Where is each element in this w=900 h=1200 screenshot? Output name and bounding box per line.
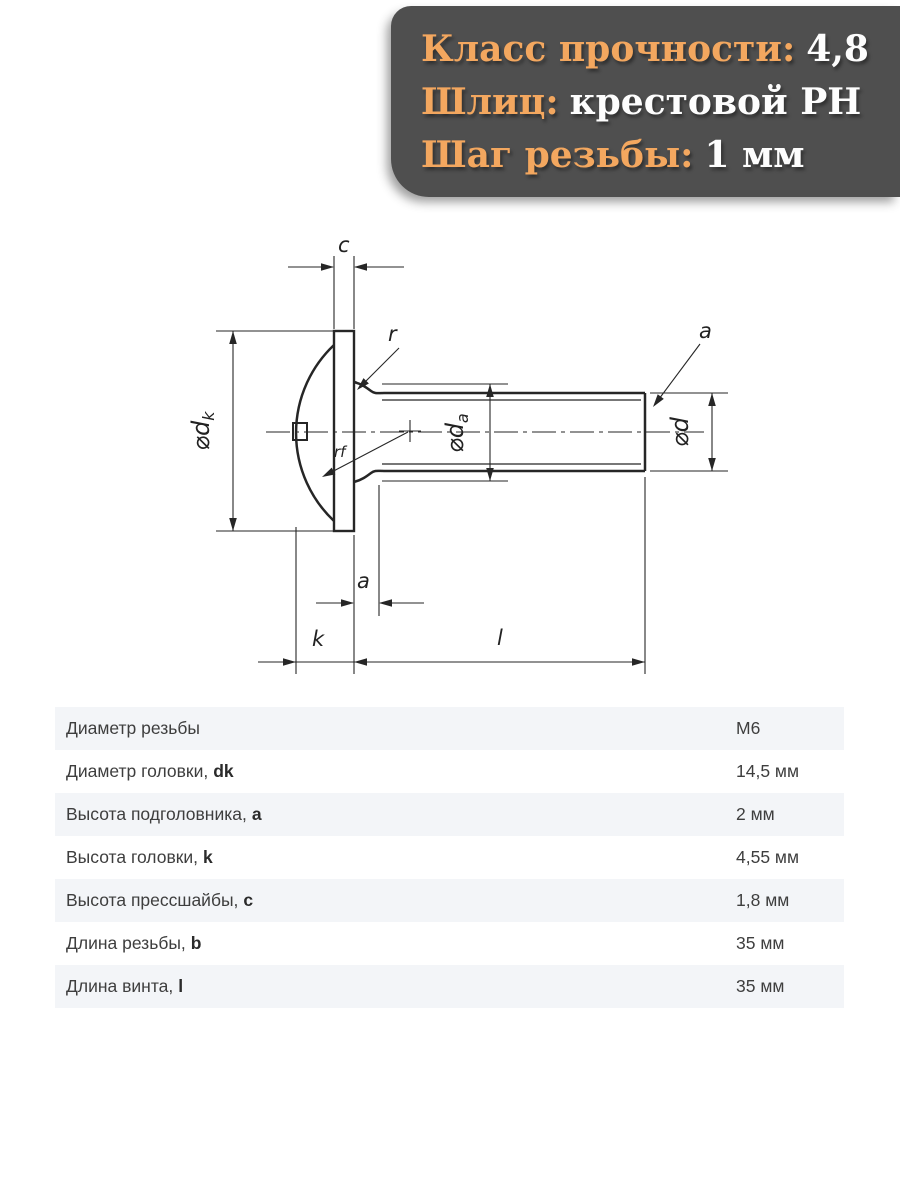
screw-technical-drawing <box>150 225 760 695</box>
info-label: Шаг резьбы: <box>421 134 694 176</box>
table-row <box>55 836 844 879</box>
spec-label: Диаметр головки, <box>66 761 209 781</box>
label-rf: rf <box>334 443 346 461</box>
table-row <box>55 965 844 1008</box>
spec-value: 1,8 мм <box>736 890 790 910</box>
label-d: ⌀d <box>666 417 694 447</box>
table-row <box>55 750 844 793</box>
spec-symbol: dk <box>213 761 234 781</box>
spec-value: 14,5 мм <box>736 761 799 781</box>
spec-label: Длина винта, <box>66 976 174 996</box>
dimension-a <box>316 485 424 674</box>
leader-a-end <box>653 344 700 407</box>
label-r: r <box>388 322 397 346</box>
spec-label: Высота прессшайбы, <box>66 890 239 910</box>
table-row <box>55 707 844 750</box>
info-value: 4,8 <box>806 28 869 70</box>
label-dk: $⌀d_k$ <box>187 411 218 451</box>
table-row <box>55 879 844 922</box>
spec-value: 35 мм <box>736 976 785 996</box>
label-c: c <box>338 233 350 257</box>
dimension-k <box>258 527 354 674</box>
info-label: Шлиц: <box>421 81 559 123</box>
spec-symbol: l <box>178 976 184 996</box>
label-da: $⌀d_a$ <box>441 413 472 453</box>
info-line-pitch <box>421 129 900 182</box>
info-line-strength <box>421 23 900 76</box>
label-a-dim: a <box>357 569 370 593</box>
spec-label: Высота подголовника, <box>66 804 247 824</box>
spec-symbol: k <box>203 847 213 867</box>
spec-value: 4,55 мм <box>736 847 799 867</box>
press-washer <box>334 331 354 531</box>
info-value: 1 мм <box>704 134 805 176</box>
head-dome <box>296 345 334 521</box>
label-k: k <box>312 627 325 651</box>
table-row <box>55 922 844 965</box>
shank-bottom-edge <box>354 471 645 482</box>
spec-symbol: a <box>251 804 262 824</box>
label-l: l <box>497 626 503 650</box>
spec-value: 35 мм <box>736 933 785 953</box>
spec-label: Диаметр резьбы <box>66 718 200 738</box>
table-row <box>55 793 844 836</box>
spec-table <box>55 707 844 1008</box>
screw-outline <box>293 331 645 531</box>
spec-value: M6 <box>736 718 761 738</box>
spec-symbol: c <box>243 890 254 910</box>
spec-label: Длина резьбы, <box>66 933 186 953</box>
spec-symbol: b <box>190 933 202 953</box>
info-line-drive <box>421 76 900 129</box>
product-info-box <box>391 6 900 197</box>
info-label: Класс прочности: <box>421 28 796 70</box>
dimension-c <box>288 256 404 329</box>
spec-label: Высота головки, <box>66 847 199 867</box>
info-value: крестовой PH <box>569 81 862 123</box>
label-a-end: a <box>699 319 712 343</box>
spec-value: 2 мм <box>736 804 775 824</box>
